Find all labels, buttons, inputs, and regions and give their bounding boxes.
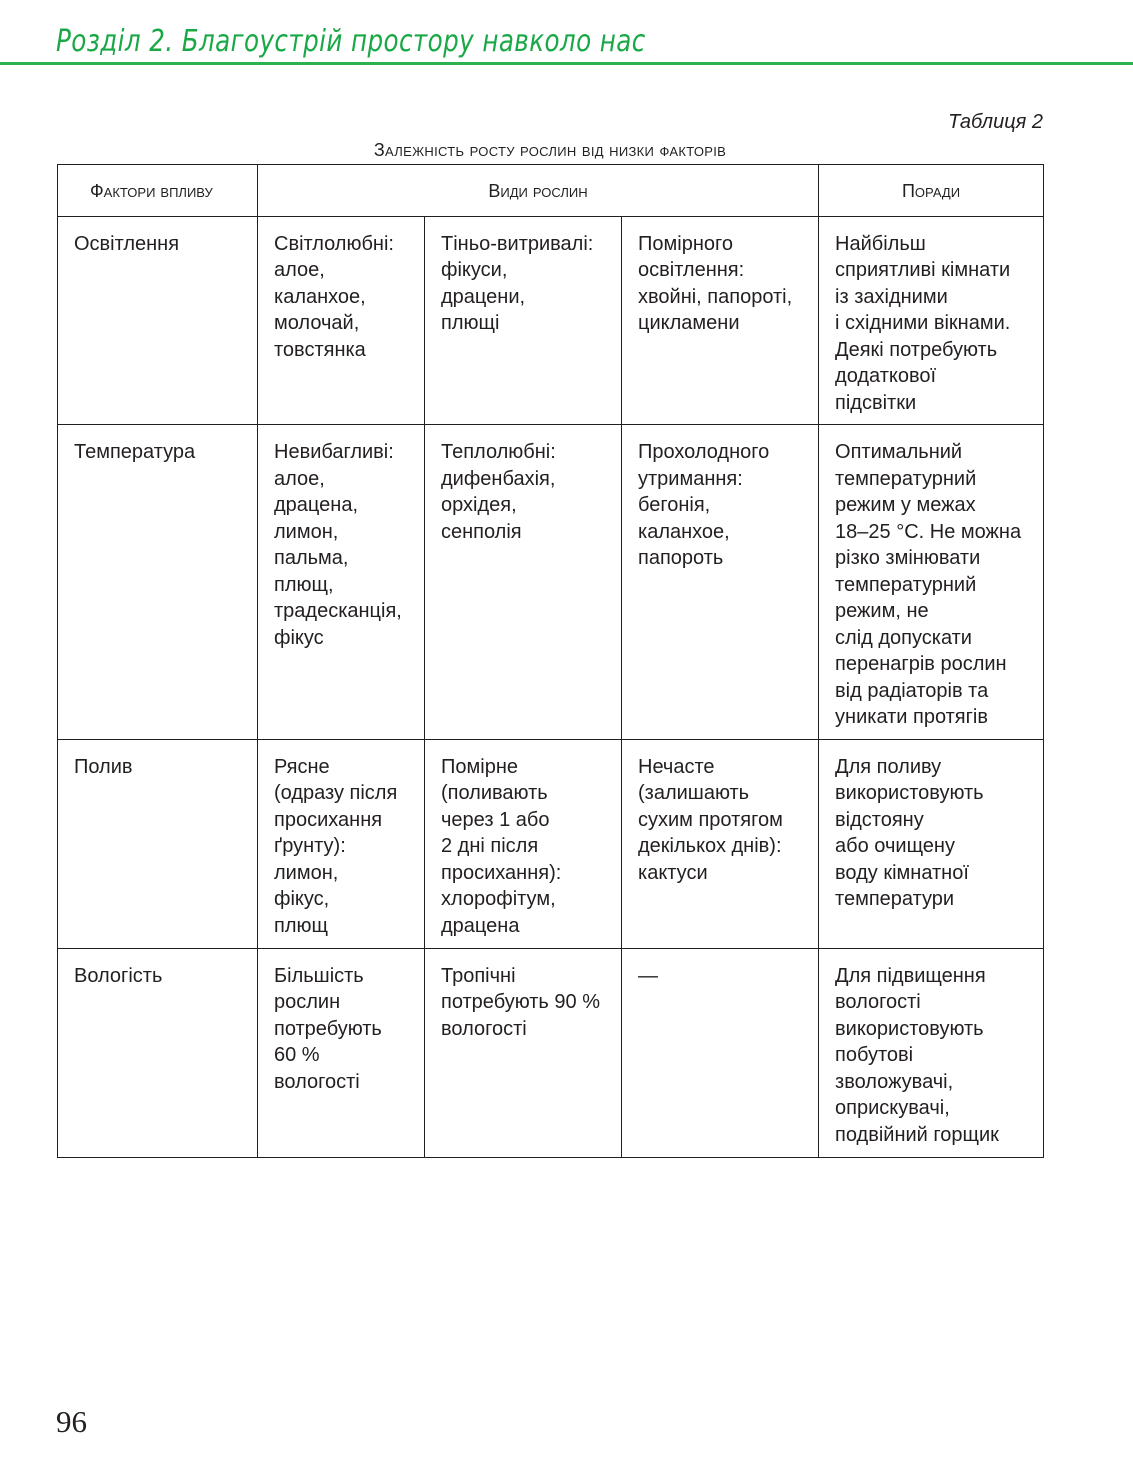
plant-type-cell: Теплолюбні: дифенбахія, орхідея, сенполія: [425, 425, 622, 740]
chapter-title: Розділ 2. Благоустрій простору навколо нас: [56, 22, 651, 62]
plant-type-cell: Тіньо-витривалі: фікуси, драцени, плющі: [425, 216, 622, 425]
plant-type-cell: Більшість рослин потребують 60 % вологості: [258, 948, 425, 1157]
plant-growth-table: [57, 164, 1044, 1158]
header-plant-types: Види рослин: [258, 165, 819, 217]
table-caption: Залежність росту рослин від низки факторів: [373, 140, 727, 160]
factor-cell: Освітлення: [58, 216, 258, 425]
page-number: 96: [56, 1404, 87, 1439]
factor-cell: Температура: [58, 425, 258, 740]
plant-type-cell: Помірне (поливають через 1 або 2 дні після просихання): хлорофітум, драцена: [425, 739, 622, 948]
chapter-header: [0, 18, 1133, 70]
table-header-row: [58, 165, 1044, 217]
header-factors: Фактори впливу: [58, 165, 258, 217]
plant-type-cell: Рясне (одразу після просихання ґрунту): лимон, фікус, плющ: [258, 739, 425, 948]
plant-type-cell: Прохолодного утримання: бегонія, каланхое, папороть: [622, 425, 819, 740]
table-number: Таблиця 2: [948, 111, 1043, 133]
plant-type-cell: Нечасте (залишають сухим протягом декількох днів): кактуси: [622, 739, 819, 948]
header-tips: Поради: [819, 165, 1044, 217]
table-row: [58, 739, 1044, 948]
tip-cell: Найбільш сприятливі кімнати із західними і східними вікнами. Деякі потребують додаткової підсвітки: [819, 216, 1044, 425]
plant-type-cell: Світлолюбні: алое, каланхое, молочай, товстянка: [258, 216, 425, 425]
table-row: [58, 948, 1044, 1157]
empty-dash-cell: —: [622, 948, 819, 1157]
tip-cell: Для підвищення вологості використовують побутові зволожувачі, оприскувачі, подвійний горщик: [819, 948, 1044, 1157]
tip-cell: Оптимальний температурний режим у межах 18–25 °С. Не можна різко змінювати температурний режим, не слід допускати перенагрів рослин від радіаторів та уникати протягів: [819, 425, 1044, 740]
factor-cell: Полив: [58, 739, 258, 948]
plant-type-cell: Невибагливі: алое, драцена, лимон, пальма, плющ, традесканція, фікус: [258, 425, 425, 740]
plant-type-cell: Помірного освітлення: хвойні, папороті, цикламени: [622, 216, 819, 425]
factor-cell: Вологість: [58, 948, 258, 1157]
chapter-underline: [0, 62, 1133, 65]
plant-type-cell: Тропічні потребують 90 % вологості: [425, 948, 622, 1157]
table-row: [58, 216, 1044, 425]
table-row: [58, 425, 1044, 740]
tip-cell: Для поливу використовують відстояну або очищену воду кімнатної температури: [819, 739, 1044, 948]
